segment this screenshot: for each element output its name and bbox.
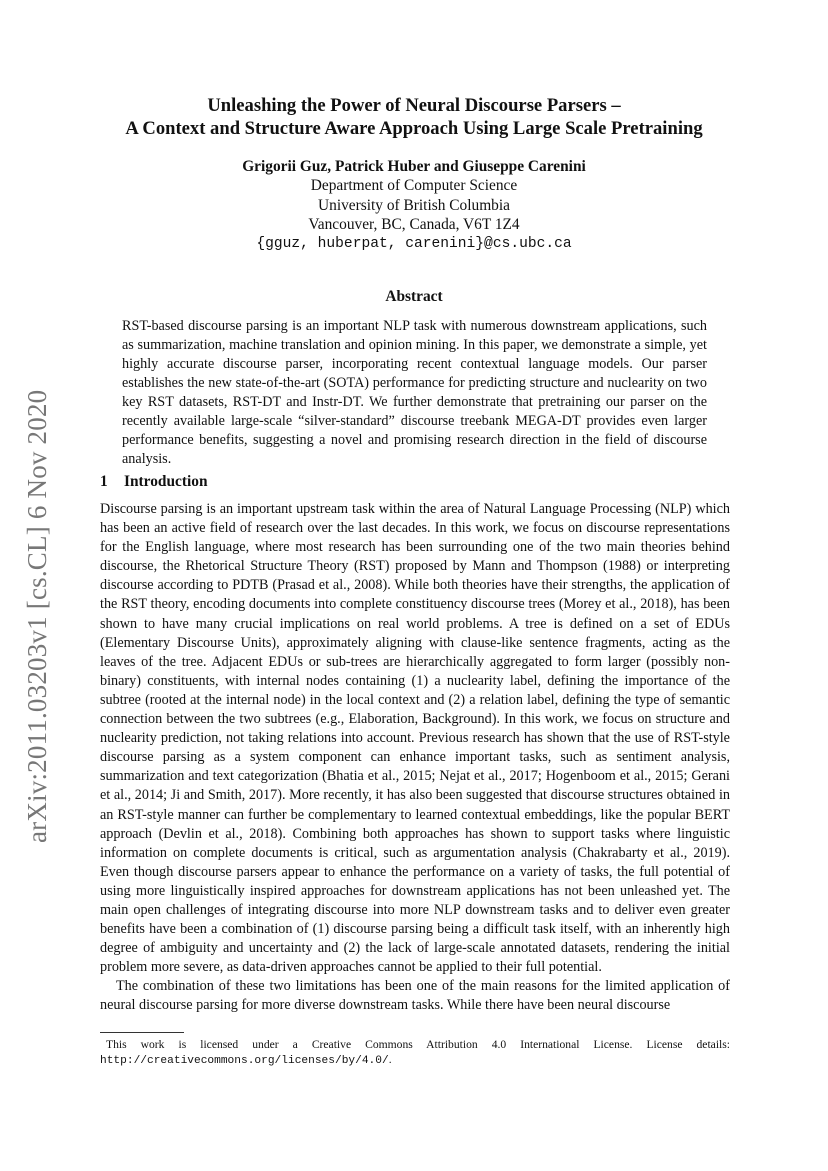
author-names: Grigorii Guz, Patrick Huber and Giuseppe Carenini (242, 158, 586, 175)
license-link[interactable]: http://creativecommons.org/licenses/by/4.0/ (100, 1055, 389, 1067)
footnote-end: . (388, 1053, 392, 1066)
abstract-text: RST-based discourse parsing is an important NLP task with numerous downstream applications, such as summarization, machine translation and opinion mining. In this paper, we demonstrate a simple, yet highly accurate discourse parser, incorporating recent contextual language models. Our parser establishes the new state-of-the-art (SOTA) performance for predicting structure and nuclearity on two key RST datasets, RST-DT and Instr-DT. We further demonstrate that pretraining our parser on the recently available large-scale “silver-standard” discourse treebank MEGA-DT provides even larger performance benefits, suggesting a novel and promising research direction in the field of discourse analysis. (122, 318, 707, 467)
section-heading (100, 473, 208, 491)
paper-title (100, 94, 728, 140)
footnote-rule (100, 1032, 184, 1033)
paragraph: The combination of these two limitations has been one of the main reasons for the limited application of neural discourse parsing for more diverse downstream tasks. While there have been neural discourse (100, 978, 730, 1014)
section-number: 1 (100, 473, 108, 490)
author-department: Department of Computer Science (310, 177, 518, 195)
author-university: University of British Columbia (318, 196, 510, 214)
abstract-heading: Abstract (385, 288, 443, 305)
paragraph: Discourse parsing is an important upstream task within the area of Natural Language Processing (NLP) which has been an active field of research over the last decades. In this work, we focus on discourse representations for the English language, where most research has been surrounding one of the two main theories behind discourse, the Rhetorical Structure Theory (RST) proposed by Mann and Thompson (1988) or interpreting discourse according to PDTB (Prasad et al., 2008). While both theories have their strengths, the application of the RST theory, encoding documents into complete constituency discourse trees (Morey et al., 2018), has been shown to have many crucial implications on real world problems. A tree is defined on a set of EDUs (Elementary Discourse Units), approximately aligning with clause-like sentence fragments, acting as the leaves of the tree. Adjacent EDUs or sub-trees are hierarchically aggregated to form larger (possibly non-binary) constituents, with internal nodes containing (1) a nuclearity label, defining the importance of the subtree (rooted at the internal node) in the local context and (2) a relation label, defining the type of semantic connection between the two subtrees (e.g., Elaboration, Background). In this work, we focus on structure and nuclearity prediction, not taking relations into account. Previous research has shown that the use of RST-style discourse parsing as a system component can enhance important tasks, such as sentiment analysis, summarization and text categorization (Bhatia et al., 2015; Nejat et al., 2017; Hogenboom et al., 2015; Gerani et al., 2014; Ji and Smith, 2017). More recently, it has also been suggested that discourse structures obtained in an RST-style manner can further be complementary to learned contextual embeddings, like the popular BERT approach (Devlin et al., 2018). Combining both approaches has shown to support tasks where linguistic information on complete documents is critical, such as argumentation analysis (Chakrabarty et al., 2019). Even though discourse parsers appear to enhance the performance on a variety of tasks, the full potential of using more linguistically inspired approaches for downstream applications has not been unleashed yet. The main open challenges of integrating discourse into more NLP downstream tasks and to deliver even greater benefits have been a combination of (1) discourse parsing being a difficult task itself, with an inherently high degree of ambiguity and uncertainty and (2) the lack of large-scale annotated datasets, rendering the initial problem more severe, as data-driven approaches cannot be applied to their full potential. (100, 501, 730, 976)
body-text (100, 500, 730, 1016)
title-line-1: Unleashing the Power of Neural Discourse Parsers – (207, 95, 621, 116)
author-block (100, 157, 728, 254)
section-title: Introduction (124, 473, 208, 490)
author-location: Vancouver, BC, Canada, V6T 1Z4 (308, 216, 520, 234)
title-line-2: A Context and Structure Aware Approach Using Large Scale Pretraining (125, 118, 703, 139)
author-email: {gguz, huberpat, carenini}@cs.ubc.ca (256, 235, 572, 252)
footnote-text: This work is licensed under a Creative Commons Attribution 4.0 International License. License details: (106, 1038, 730, 1051)
arxiv-watermark: arXiv:2011.03203v1 [cs.CL] 6 Nov 2020 (22, 389, 52, 843)
footnote (100, 1037, 730, 1069)
